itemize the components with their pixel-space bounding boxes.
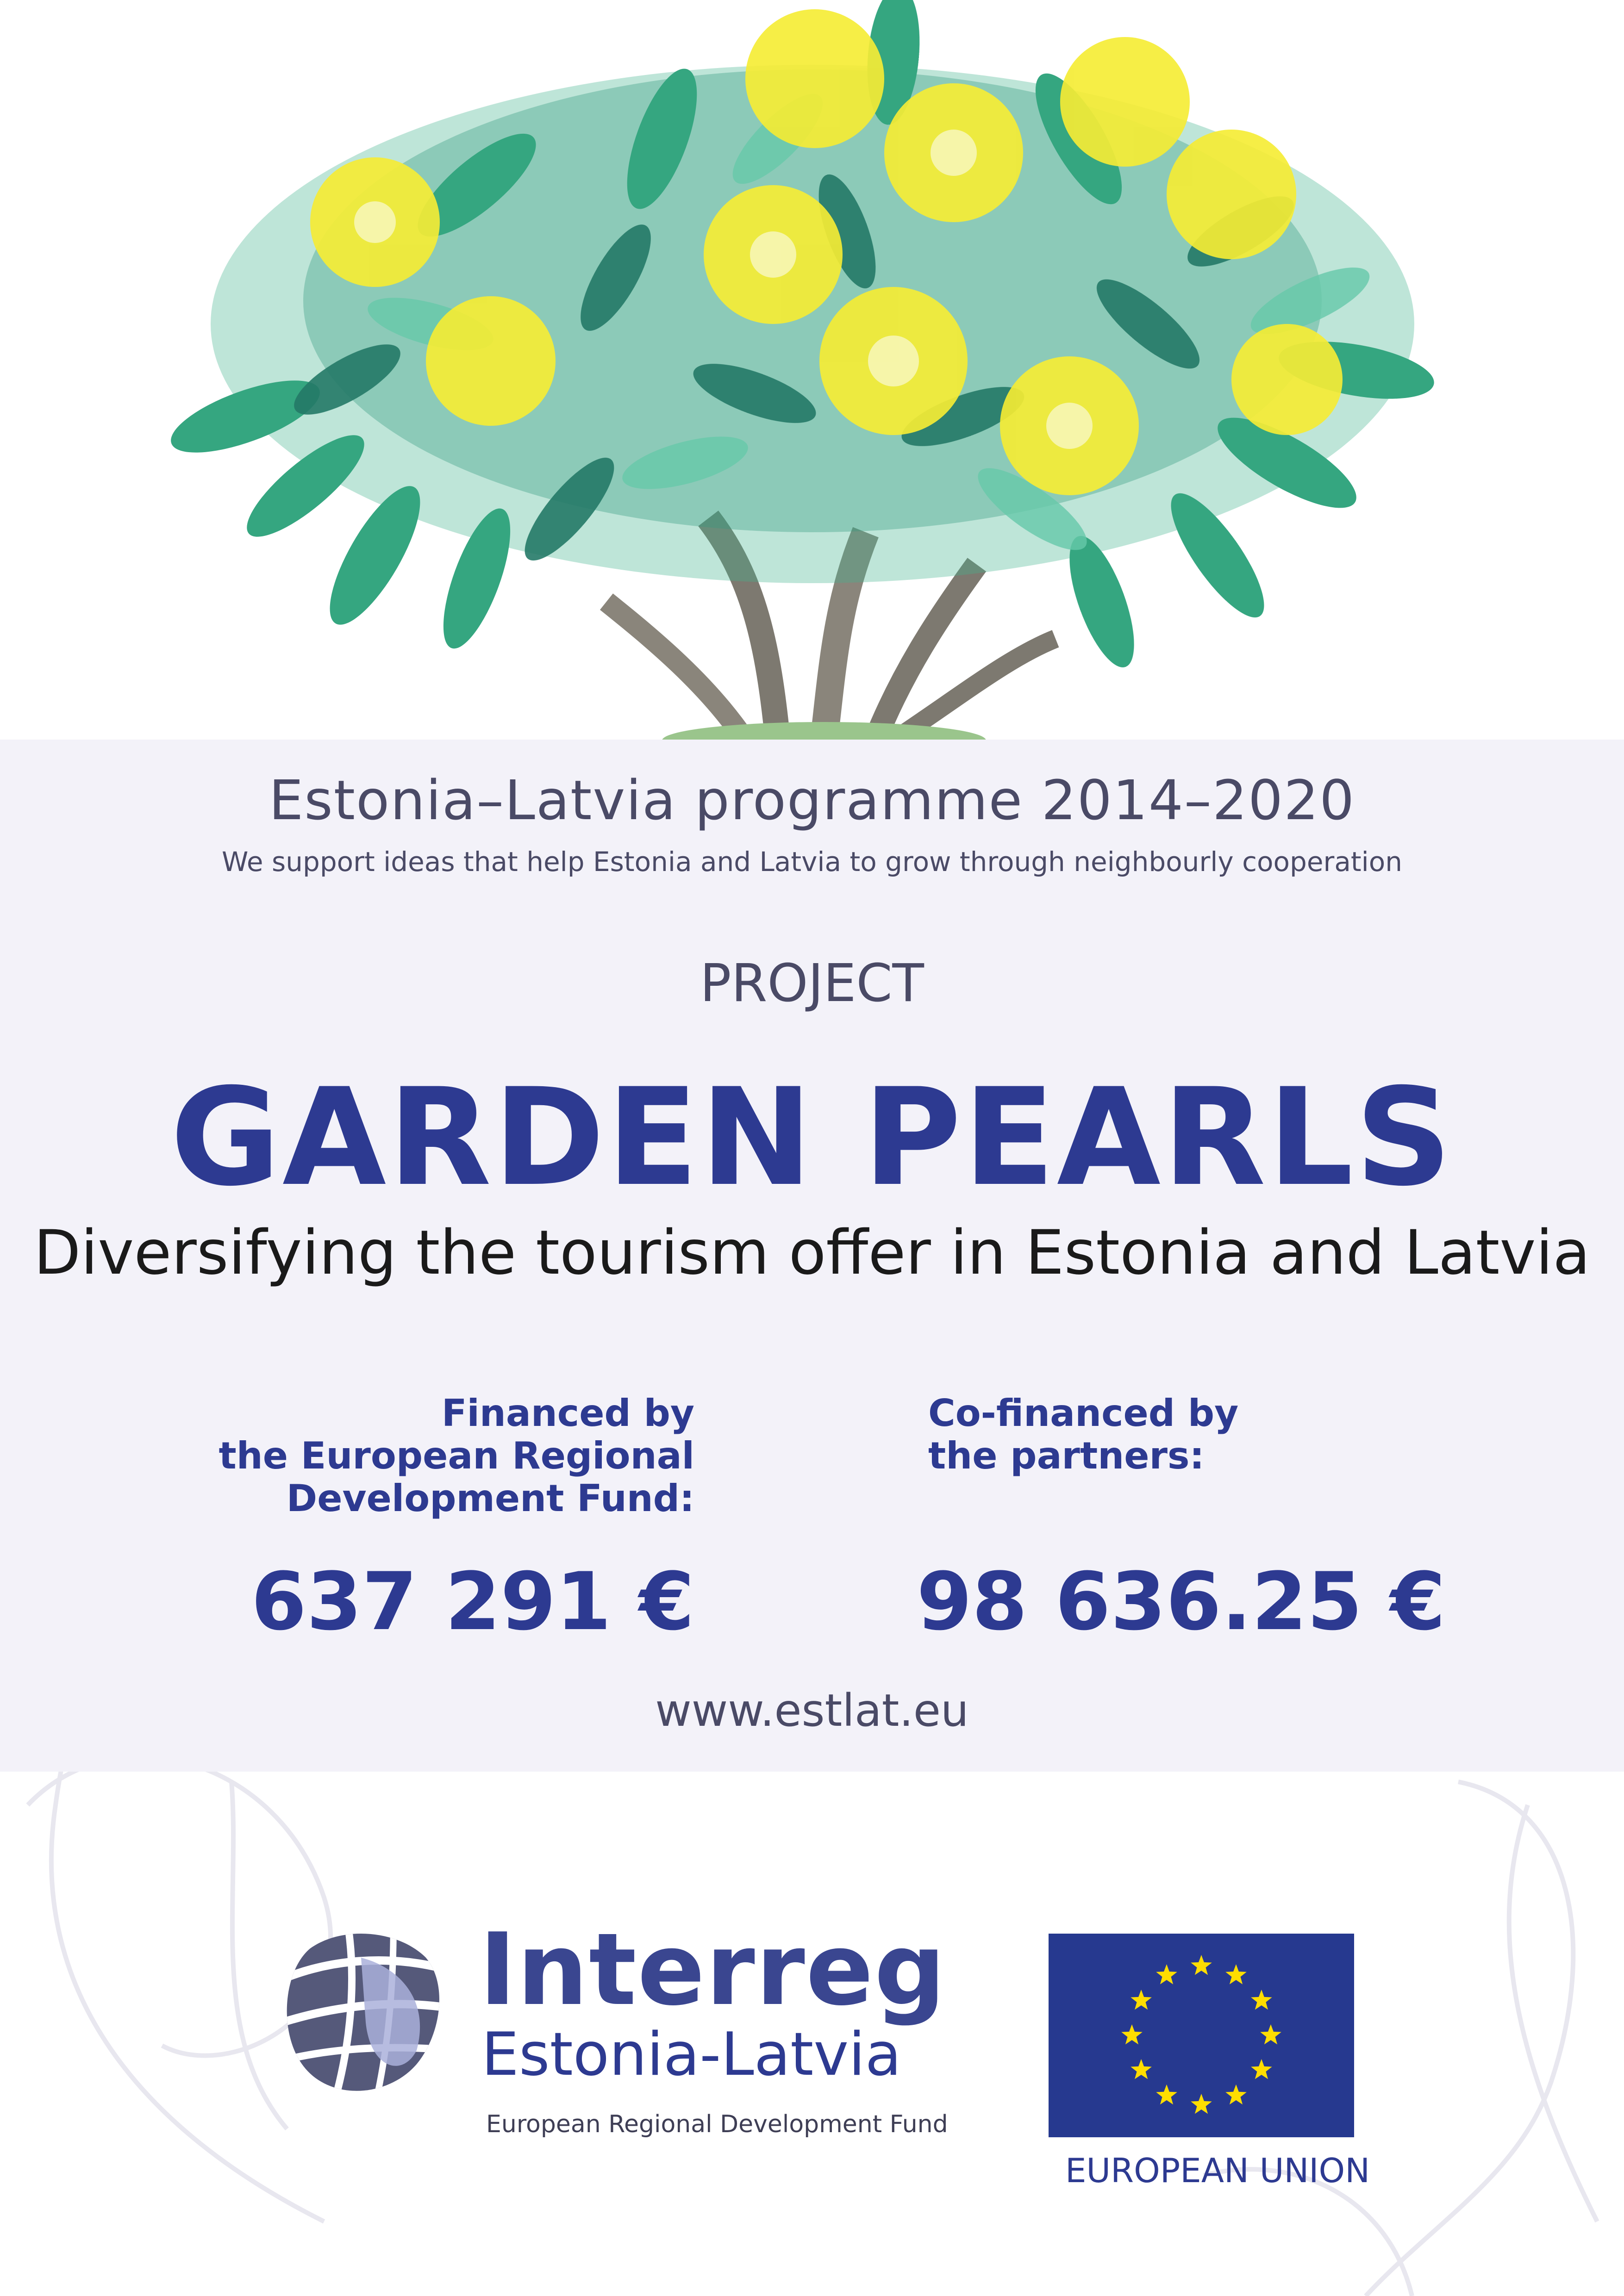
project-name: GARDEN PEARLS (170, 1060, 1454, 1216)
interreg-emblem-icon (278, 1930, 444, 2097)
partner-funding-amount: 98 636.25 € (917, 1555, 1446, 1648)
programme-title: Estonia–Latvia programme 2014–2020 (269, 768, 1355, 832)
project-label: PROJECT (700, 953, 924, 1014)
eu-flag-icon (1049, 1934, 1354, 2137)
programme-subtitle: We support ideas that help Estonia and Latvia to grow through neighbourly cooperation (221, 846, 1403, 877)
website-link[interactable]: www.estlat.eu (655, 1685, 969, 1736)
erdf-funding-label: Financed by the European Regional Development Fund: (219, 1392, 694, 1520)
partner-funding-label: Co-financed by the partners: (928, 1392, 1239, 1477)
garden-bush-illustration (153, 0, 1472, 740)
interreg-fund-label: European Regional Development Fund (486, 2110, 948, 2138)
interreg-region: Estonia-Latvia (481, 2020, 902, 2089)
eu-label: EUROPEAN UNION (1065, 2151, 1370, 2190)
erdf-funding-amount: 637 291 € (251, 1555, 694, 1648)
interreg-wordmark: Interreg (479, 1911, 947, 2028)
project-description: Diversifying the tourism offer in Estonia and Latvia (33, 1217, 1591, 1288)
